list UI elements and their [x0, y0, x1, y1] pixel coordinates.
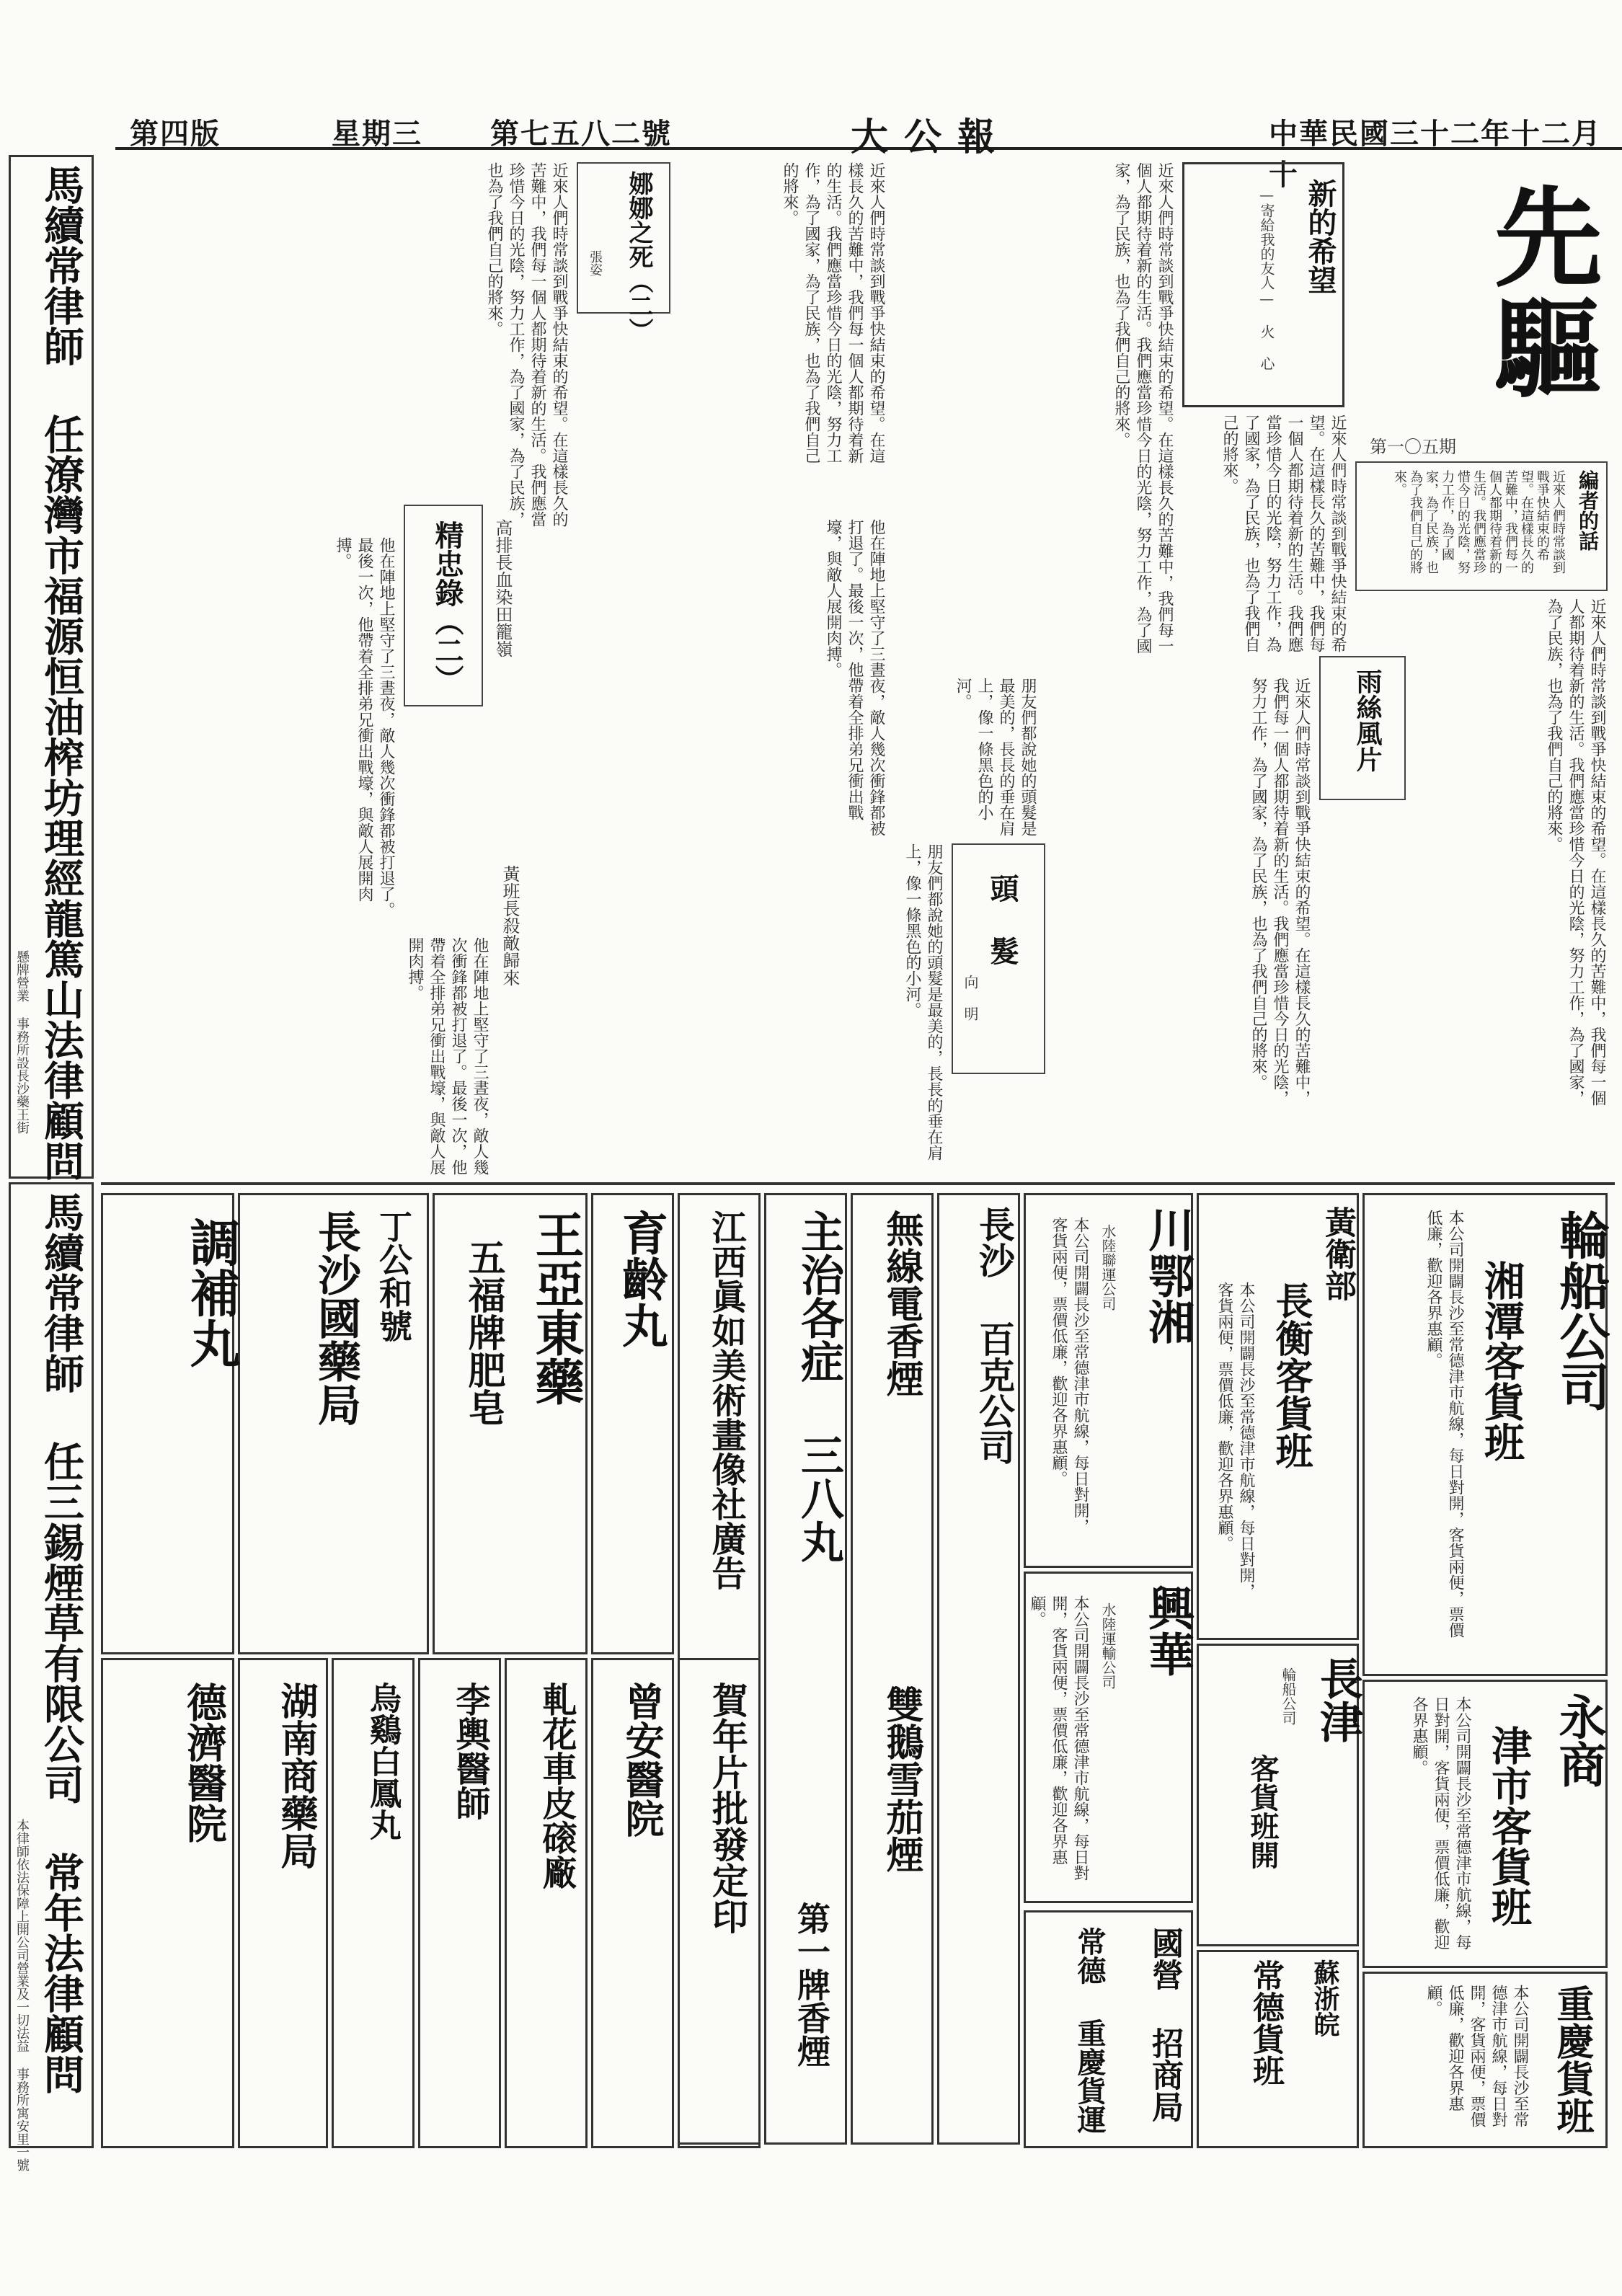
- changjin-ad-title: 長津: [1313, 1657, 1363, 1743]
- shuang-ad-title: 雙鵝雪茄煙: [879, 1685, 923, 1873]
- guoyao-ad-box: [238, 1193, 429, 1654]
- diao-ad-title: 調補丸: [182, 1217, 241, 1368]
- new-hope-box: [1182, 162, 1344, 407]
- li-ad-title: 李輿醫師: [450, 1682, 490, 1820]
- left-ad-title: 馬續常律師 任潦灣市福源恒油榨坊理經龍篤山法律顧問: [37, 164, 85, 1181]
- yu-ad-box: [591, 1193, 674, 1654]
- xing-ad-box: [1024, 1572, 1193, 1903]
- changjin-ad-box: [1197, 1644, 1363, 1946]
- lun-ad-title: 輪船公司: [1551, 1210, 1611, 1411]
- diyi-ad-box: [764, 1193, 847, 2145]
- chuan-ad-box: [1024, 1193, 1193, 1568]
- new-hope-sub: —寄給我的友人— 火 心: [1258, 186, 1275, 371]
- xiangtan-ad-title: 湘潭客貨班: [1478, 1260, 1525, 1462]
- chongqing-ad-text: 本公司開闢長沙至常德津市航線，每日對開，客貨兩便，票價低廉，歡迎各界惠顧。: [1424, 1985, 1529, 2127]
- nana-title-box: [577, 162, 670, 342]
- zhaoshang-ad-box: [1024, 1910, 1193, 2148]
- huang-subtitle: 黃班長殺敵歸來: [500, 865, 520, 986]
- diao-ad-box: [101, 1193, 241, 1654]
- zhou-ad-title: 黃衛部: [1319, 1206, 1356, 1301]
- wufu-ad-title: 五福牌肥皂: [461, 1238, 505, 1426]
- yong-ad-title: 永商: [1551, 1693, 1607, 1788]
- yong-ad-2: 津市客貨班: [1485, 1725, 1533, 1927]
- nana-article-text: 近來人們時常談到戰爭快結束的希望。在這樣長久的苦難中，我們每一個人都期待着新的生活。我們應當珍惜今日的光陰，努力工作，為了國家，為了民族，也為了我們自己的將來。: [485, 162, 568, 527]
- header-issue: 第七五八二號: [490, 117, 672, 151]
- jiangxi-ad-title: 江西眞如美術畫像社廣告: [706, 1210, 746, 1590]
- yong-ad-text: 本公司開闢長沙至常德津市航線，每日對開，客貨兩便，票價低廉，歡迎各界惠顧。: [1410, 1696, 1471, 1950]
- hair-title-box: [952, 843, 1045, 1074]
- left-ad2-title: 馬續常律師 任三錫煙草有限公司 常年法律顧問: [37, 1192, 85, 2094]
- left-lawyer-ad-2: [9, 1182, 94, 2171]
- nian-ad-box: [678, 1658, 761, 2148]
- jingzhong-title-box: [404, 505, 483, 706]
- zhou-ad-text: 本公司開闢長沙至常德津市航線，每日對開，客貨兩便，票價低廉，歡迎各界惠顧。: [1215, 1282, 1255, 1599]
- hair-article-text-2: 朋友們都說她的頭髮是最美的，長長的垂在肩上，像一條黑色的小河。: [954, 678, 1037, 836]
- header-date: 中華民國三十二年十二月十: [1269, 117, 1602, 192]
- su-ad-title: 蘇浙皖: [1310, 1959, 1340, 2037]
- hair-article-text: 朋友們都說她的頭髮是最美的，長長的垂在肩上，像一條黑色的小河。: [903, 843, 943, 1161]
- rain-title-box: [1319, 656, 1406, 800]
- chuan-ad-sub: 水陸聯運公司: [1099, 1224, 1117, 1311]
- wuji-ad-title: 烏鷄白鳳丸: [364, 1682, 401, 1840]
- wang-ad-title: 王亞東藥: [527, 1210, 585, 1406]
- hunan-ad-box: [238, 1658, 328, 2148]
- editor-note-box: [1355, 461, 1608, 591]
- sanba-ad-title: 主治各症 三八丸: [794, 1210, 844, 1563]
- baike-ad-box: [937, 1193, 1020, 2145]
- new-hope-title: 新的希望: [1303, 179, 1337, 294]
- changde2-ad-title: 常德貨班: [1247, 1959, 1284, 2086]
- de-ad-box: [101, 1658, 234, 2148]
- editor-note-body: 近來人們時常談到戰爭快結束的希望。在這樣長久的苦難中，我們每一個人都期待着新的生活。我們應當珍惜今日的光陰，努力工作，為了國家，為了民族，也為了我們自己的將來。: [1392, 470, 1566, 574]
- changjin-ad-sub: 輪船公司: [1280, 1667, 1297, 1725]
- rain-title: 雨絲風片: [1352, 668, 1383, 772]
- zha-ad-box: [505, 1658, 588, 2148]
- hair-author: 向 明: [962, 975, 979, 1021]
- chuan-ad-title: 川鄂湘: [1140, 1206, 1195, 1344]
- jingzhong-title: 精忠錄（二）: [430, 520, 464, 693]
- left-ad-sub: 懸牌營業 事務所設長沙藥王街: [14, 950, 30, 1134]
- chuan-ad-text: 本公司開闢長沙至常德津市航線，每日對開，客貨兩便，票價低廉，歡迎各界惠顧。: [1050, 1217, 1089, 1534]
- zeng-ad-box: [591, 1658, 674, 2148]
- changjin-ad-2: 客貨班開: [1246, 1754, 1280, 1869]
- zhou-ad-box: [1197, 1193, 1359, 1640]
- diyi-ad-title: 第一牌香煙: [792, 1902, 831, 2067]
- guoyao-ad-title: 長沙國藥局: [311, 1210, 361, 1426]
- hair-title: 頭 髮: [985, 874, 1019, 965]
- nana-title: 娜娜之死（二）: [624, 171, 653, 342]
- left-ad2-sub: 本律師依法保障上開公司營業及一切法益 事務所寓安里一號: [14, 1819, 30, 2171]
- newspaper-header: [115, 107, 1622, 192]
- new-hope-article-text-2: 近來人們時常談到戰爭快結束的希望。在這樣長久的苦難中，我們每一個人都期待着新的生活。我們應當珍惜今日的光陰，努力工作，為了國家，為了民族，也為了我們自己的將來。: [1220, 415, 1347, 652]
- masthead-sub: 第一〇五期: [1370, 437, 1456, 457]
- editor-note-title: 編者的話: [1576, 470, 1600, 551]
- nana-author: 張姿: [588, 250, 603, 276]
- masthead-title: 先驅: [1476, 181, 1603, 403]
- baike-ad-title: 長沙 百克公司: [973, 1206, 1016, 1465]
- shuang-ad-box: [851, 1193, 934, 2145]
- lun-ad-box: [1362, 1193, 1611, 1676]
- xing-ad-title: 興華: [1140, 1584, 1195, 1677]
- header-paper-title: 大 公 報: [851, 115, 997, 159]
- chongqing-ad-title: 重慶貨班: [1550, 1985, 1594, 2135]
- huang-article-text: 他在陣地上堅守了三晝夜，敵人幾次衝鋒都被打退了。最後一次，他帶着全排弟兄衝出戰壕，與敵人展開肉搏。: [406, 937, 489, 1175]
- ding-ad-title: 丁公和號: [374, 1210, 413, 1342]
- su-ad-box: [1197, 1950, 1359, 2148]
- nana-article-text-2: 近來人們時常談到戰爭快結束的希望。在這樣長久的苦難中，我們每一個人都期待着新的生活。我們應當珍惜今日的光陰，努力工作，為了國家，為了民族，也為了我們自己的將來。: [781, 162, 885, 464]
- rain-article-text: 近來人們時常談到戰爭快結束的希望。在這樣長久的苦難中，我們每一個人都期待着新的生活。我們應當珍惜今日的光陰，努力工作，為了國家，為了民族，也為了我們自己的將來。: [1545, 598, 1606, 1106]
- baike-ad-2: 無線電香煙: [879, 1210, 923, 1397]
- rain-article-text-2: 近來人們時常談到戰爭快結束的希望。在這樣長久的苦難中，我們每一個人都期待着新的生活。我們應當珍惜今日的光陰，努力工作，為了國家，為了民族，也為了我們自己的將來。: [1249, 678, 1311, 1106]
- jingzhong-subtitle: 高排長血染田籠嶺: [492, 519, 513, 657]
- zeng-ad-title: 曾安醫院: [619, 1682, 665, 1838]
- changde-ad-title: 常德 重慶貨運: [1073, 1927, 1107, 2134]
- left-lawyer-ad: [9, 155, 94, 1179]
- xing-ad-sub: 水陸運輸公司: [1099, 1603, 1117, 1689]
- section-divider: [101, 1182, 1615, 1185]
- zhaoshang-ad-title: 國營 招商局: [1146, 1927, 1183, 2122]
- jingzhong-article-text: 他在陣地上堅守了三晝夜，敵人幾次衝鋒都被打退了。最後一次，他帶着全排弟兄衝出戰壕，與敵人展開肉搏。: [334, 537, 395, 918]
- yu-ad-title: 育齡丸: [614, 1210, 668, 1348]
- wuji-ad-box: [332, 1658, 415, 2148]
- jingzhong-article-text-2: 他在陣地上堅守了三晝夜，敵人幾次衝鋒都被打退了。最後一次，他帶着全排弟兄衝出戰壕，與敵人展開肉搏。: [824, 519, 885, 836]
- zhou-ad-big: 長衡客貨班: [1269, 1282, 1313, 1469]
- xing-ad-text: 本公司開闢長沙至常德津市航線，每日對開，客貨兩便，票價低廉，歡迎各界惠顧。: [1028, 1595, 1089, 1881]
- li-ad-box: [418, 1658, 501, 2148]
- header-page-number: 第四版: [130, 117, 221, 151]
- yong-ad-box: [1362, 1680, 1608, 1968]
- de-ad-title: 德濟醫院: [180, 1682, 228, 1843]
- zha-ad-title: 軋花車皮磙廠: [536, 1682, 577, 1889]
- wang-ad-box: [433, 1193, 588, 1654]
- new-hope-article-text: 近來人們時常談到戰爭快結束的希望。在這樣長久的苦難中，我們每一個人都期待着新的生活。我們應當珍惜今日的光陰，努力工作，為了國家，為了民族，也為了我們自己的將來。: [1112, 162, 1174, 654]
- header-weekday: 星期三: [332, 117, 422, 151]
- lun-ad-text: 本公司開闢長沙至常德津市航線，每日對開，客貨兩便，票價低廉，歡迎各界惠顧。: [1424, 1210, 1464, 1638]
- nian-ad-title: 賀年片批發定印: [706, 1682, 749, 1934]
- chongqing-ad-box: [1362, 1972, 1608, 2148]
- hunan-ad-title: 湖南商藥局: [274, 1682, 318, 1869]
